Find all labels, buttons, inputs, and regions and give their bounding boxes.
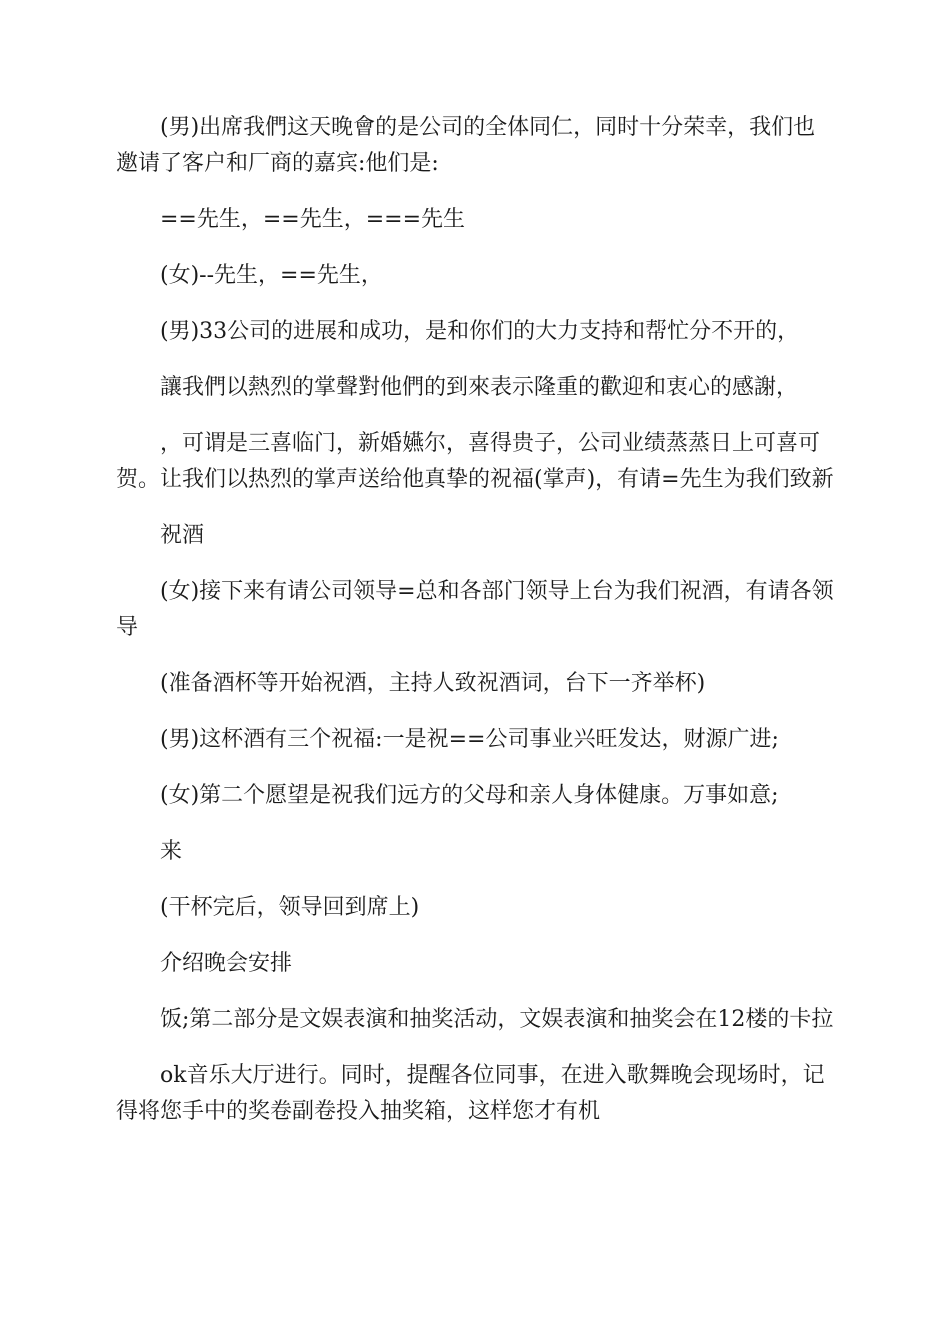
- paragraph-invite-leaders: (女)接下来有请公司领导=总和各部门领导上台为我们祝酒，有请各领导: [116, 579, 834, 640]
- paragraph-stage-direction-return: (干杯完后，领导回到席上): [160, 895, 420, 920]
- paragraph-three-blessings: ，可谓是三喜临门，新婚嬿尔，喜得贵子，公司业绩蒸蒸日上可喜可贺。让我们以热烈的掌声送给他真挚的祝福(掌声)，有请=先生为我们致新: [116, 431, 834, 492]
- paragraph-welcome-applause: 讓我們以熱烈的掌聲對他們的到來表示隆重的歡迎和衷心的感謝，: [160, 375, 799, 400]
- paragraph-second-wish: (女)第二个愿望是祝我们远方的父母和亲人身体健康。万事如意;: [160, 783, 779, 808]
- paragraph-stage-direction-toast: (准备酒杯等开始祝酒，主持人致祝酒词，台下一齐举杯): [160, 671, 706, 696]
- section-heading-toast: 祝酒: [160, 523, 205, 548]
- paragraph-lottery-reminder: ok音乐大厅进行。同时，提醒各位同事，在进入歌舞晚会现场时，记得将您手中的奖卷副卷投入抽奖箱，这样您才有机: [116, 1063, 825, 1124]
- paragraph-intro-guests: (男)出席我們这天晚會的是公司的全体同仁，同时十分荣幸，我们也邀请了客户和厂商的嘉宾:他们是:: [116, 115, 816, 176]
- paragraph-schedule-details: 饭;第二部分是文娱表演和抽奖活动，文娱表演和抽奖会在12楼的卡拉: [160, 1007, 834, 1032]
- section-heading-schedule: 介绍晚会安排: [160, 951, 293, 976]
- paragraph-come: 来: [160, 839, 183, 864]
- paragraph-first-blessing: (男)这杯酒有三个祝福:一是祝==公司事业兴旺发达，财源广进;: [160, 727, 779, 752]
- paragraph-guest-list-2: (女)--先生，==先生，: [160, 263, 383, 288]
- paragraph-thanks-support: (男)33公司的进展和成功，是和你们的大力支持和帮忙分不开的，: [160, 319, 800, 344]
- paragraph-guest-list-1: ==先生，==先生，===先生: [160, 207, 466, 232]
